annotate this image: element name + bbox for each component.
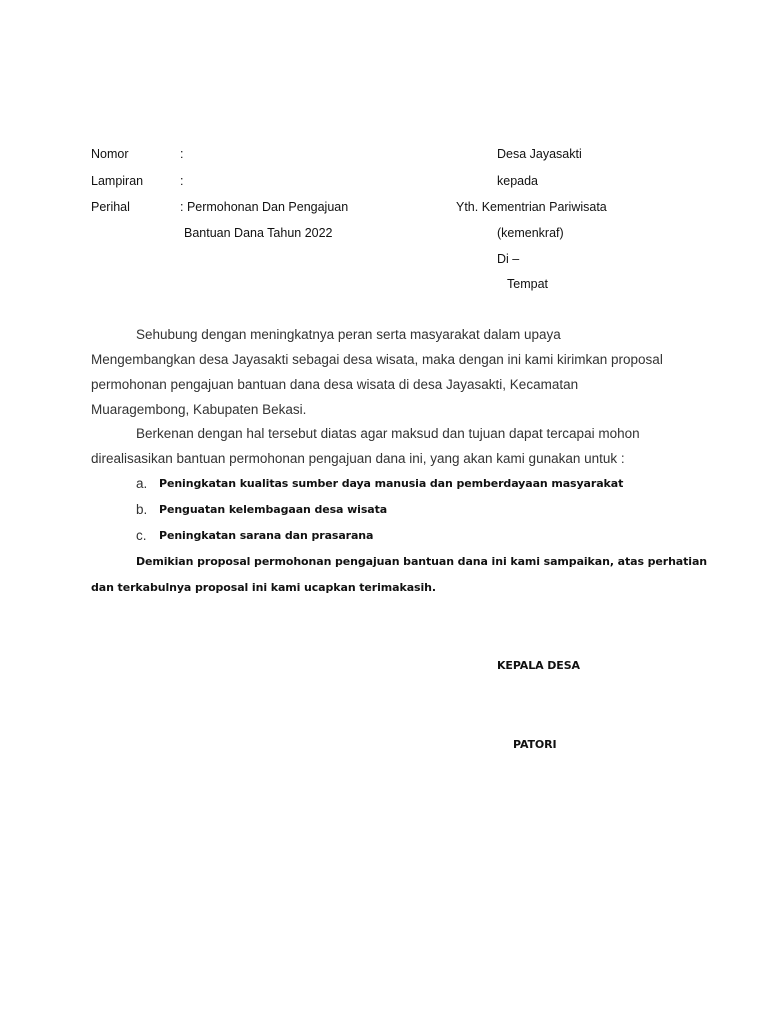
signature-name: PATORI bbox=[513, 738, 557, 751]
para1-line-2: Mengembangkan desa Jayasakti sebagai desa wisata, maka dengan ini kami kirimkan proposal bbox=[91, 352, 663, 367]
perihal-value-line2: Bantuan Dana Tahun 2022 bbox=[184, 226, 333, 240]
para1-line-1: Sehubung dengan meningkatnya peran serta masyarakat dalam upaya bbox=[136, 327, 561, 342]
list-item-a: Peningkatan kualitas sumber daya manusia dan pemberdayaan masyarakat bbox=[159, 477, 624, 490]
recipient-line-6: Tempat bbox=[507, 277, 548, 291]
closing-line-2: dan terkabulnya proposal ini kami ucapkan terimakasih. bbox=[91, 581, 436, 594]
closing-line-1: Demikian proposal permohonan pengajuan bantuan dana ini kami sampaikan, atas perhatian bbox=[136, 555, 708, 568]
list-item-c: Peningkatan sarana dan prasarana bbox=[159, 529, 374, 542]
para1-line-3: permohonan pengajuan bantuan dana desa wisata di desa Jayasakti, Kecamatan bbox=[91, 377, 579, 392]
recipient-line-5: Di – bbox=[497, 252, 520, 266]
list-marker-b: b. bbox=[136, 502, 148, 517]
recipient-line-1: Desa Jayasakti bbox=[497, 147, 582, 161]
lampiran-colon: : bbox=[180, 174, 184, 188]
signature-title: KEPALA DESA bbox=[497, 659, 580, 672]
lampiran-label: Lampiran bbox=[91, 174, 144, 188]
list-marker-a: a. bbox=[136, 476, 148, 491]
nomor-label: Nomor bbox=[91, 147, 129, 161]
nomor-colon: : bbox=[180, 147, 184, 161]
para1-line-4: Muaragembong, Kabupaten Bekasi. bbox=[91, 402, 307, 417]
perihal-label: Perihal bbox=[91, 200, 130, 214]
list-item-b: Penguatan kelembagaan desa wisata bbox=[159, 503, 388, 516]
recipient-line-3: Yth. Kementrian Pariwisata bbox=[456, 200, 607, 214]
para2-line-1: Berkenan dengan hal tersebut diatas agar maksud dan tujuan dapat tercapai mohon bbox=[136, 426, 640, 441]
list-marker-c: c. bbox=[136, 528, 147, 543]
recipient-line-2: kepada bbox=[497, 174, 539, 188]
perihal-value-line1: : Permohonan Dan Pengajuan bbox=[180, 200, 349, 214]
recipient-line-4: (kemenkraf) bbox=[497, 226, 564, 240]
para2-line-2: direalisasikan bantuan permohonan pengajuan dana ini, yang akan kami gunakan untuk : bbox=[91, 451, 625, 466]
